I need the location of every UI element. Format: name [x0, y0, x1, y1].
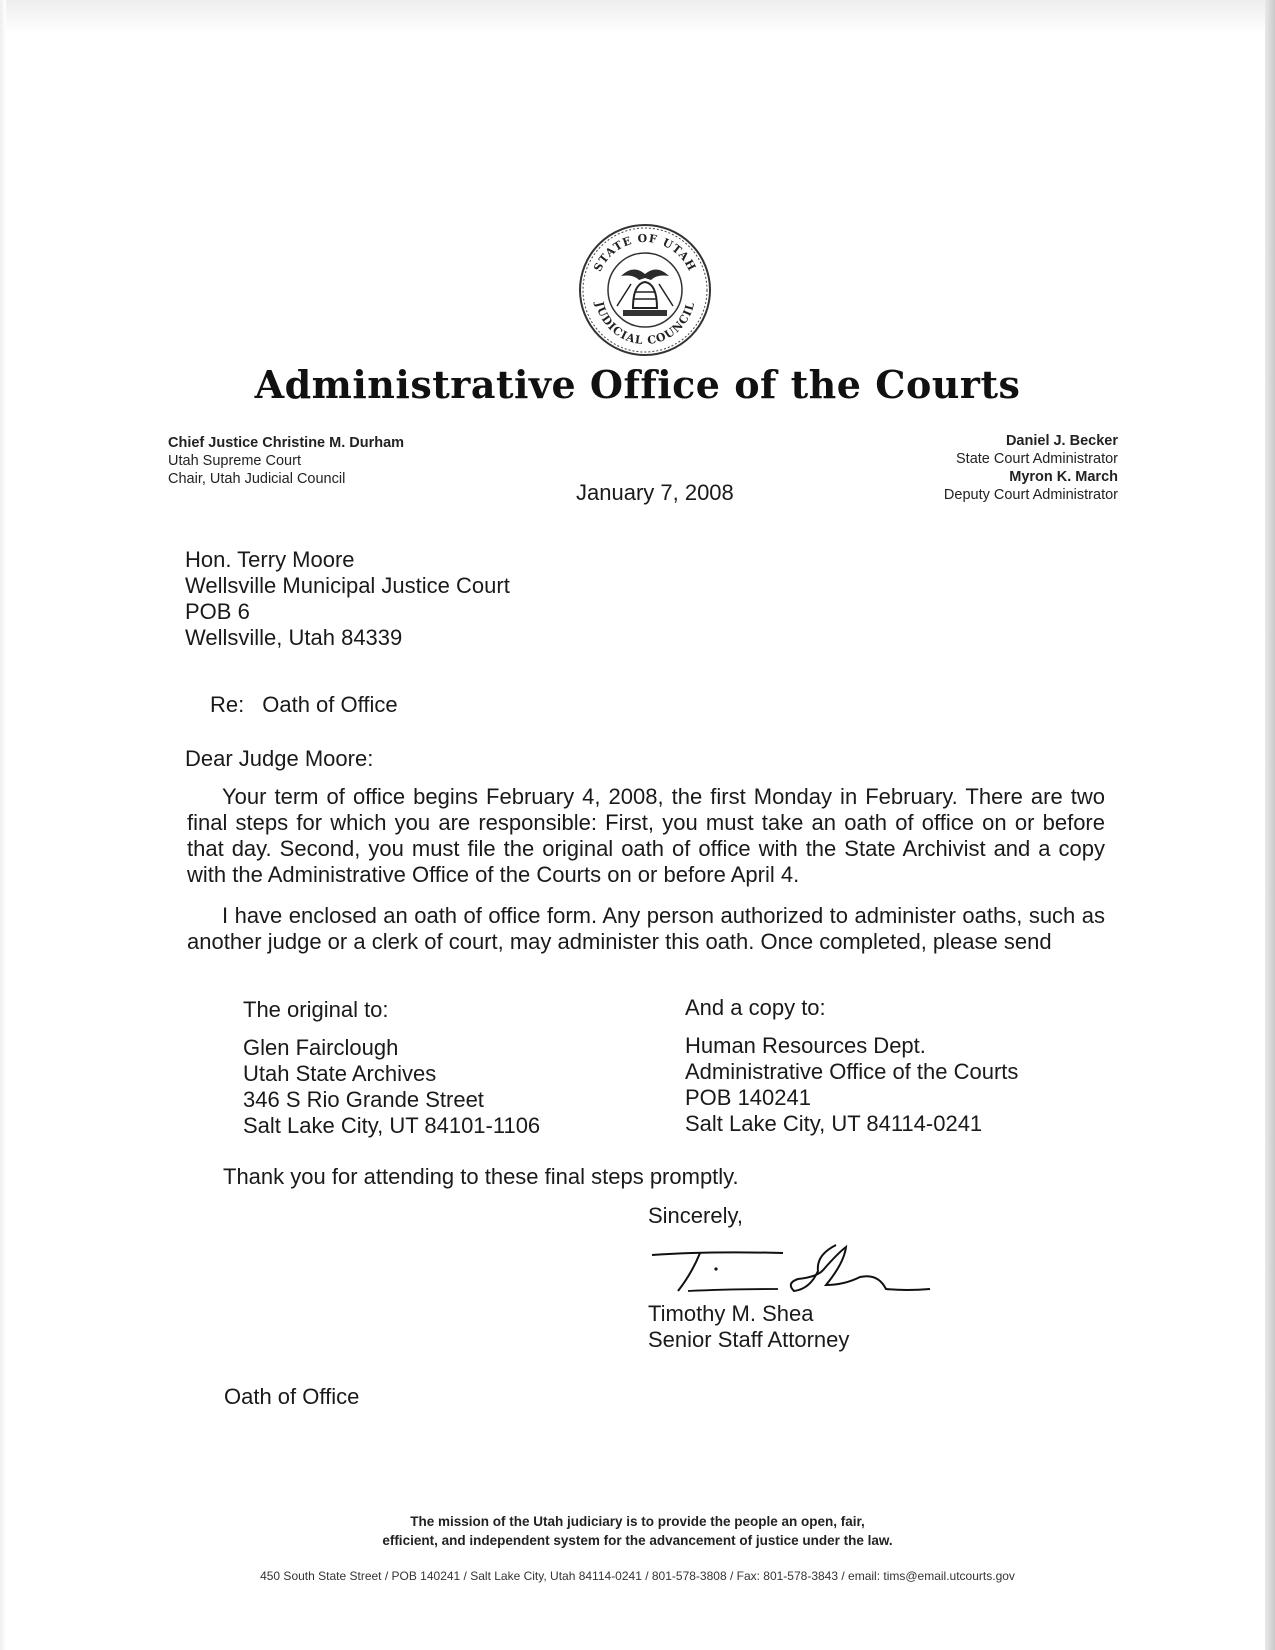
signer-title: Senior Staff Attorney [648, 1327, 850, 1352]
mission-line: The mission of the Utah judiciary is to provide the people an open, fair, [410, 1514, 865, 1529]
original-to-line: Utah State Archives [243, 1061, 437, 1086]
re-label: Re: [210, 692, 245, 717]
scan-edge-right [1265, 0, 1275, 1650]
scan-edge-top [0, 0, 1275, 34]
letterhead-left-block [168, 434, 404, 488]
paragraph-enclosed-form: I have enclosed an oath of office form. Any person authorized to administer oaths, such as another judge or a clerk of court, may administer this oath. Once completed, please send [187, 903, 1105, 954]
scan-edge-left [0, 0, 6, 1650]
deputy-administrator-title: Deputy Court Administrator [943, 487, 1118, 503]
chief-justice-role: Chair, Utah Judicial Council [168, 471, 346, 487]
mission-line: efficient, and independent system for the advancement of justice under the law. [382, 1533, 893, 1548]
signer-name: Timothy M. Shea [648, 1301, 814, 1326]
handwritten-signature-icon [648, 1233, 938, 1303]
office-title: Administrative Office of the Courts [254, 362, 1021, 407]
administrator-name: Daniel J. Becker [1005, 433, 1118, 449]
copy-to-line: POB 140241 [685, 1085, 811, 1110]
chief-justice-court: Utah Supreme Court [168, 453, 301, 469]
letter-date: January 7, 2008 [576, 480, 734, 505]
original-to-line: 346 S Rio Grande Street [243, 1087, 484, 1112]
original-to-heading: The original to: [243, 997, 389, 1022]
enclosure-note: Oath of Office [224, 1384, 360, 1409]
thank-you-line: Thank you for attending to these final steps promptly. [223, 1164, 739, 1189]
administrator-title: State Court Administrator [956, 451, 1118, 467]
copy-to-line: Human Resources Dept. [685, 1033, 926, 1058]
copy-to-line: Salt Lake City, UT 84114-0241 [685, 1111, 983, 1136]
copy-to-address [685, 995, 1105, 1137]
re-subject: Oath of Office [262, 692, 398, 717]
recipient-city: Wellsville, Utah 84339 [185, 625, 403, 650]
judicial-council-seal-icon [577, 222, 713, 358]
recipient-org: Wellsville Municipal Justice Court [185, 573, 510, 598]
recipient-name: Hon. Terry Moore [185, 547, 355, 572]
signer-block [648, 1301, 849, 1353]
original-to-address [243, 997, 663, 1139]
copy-to-line: Administrative Office of the Courts [685, 1059, 1019, 1084]
footer-contact-info: 450 South State Street / POB 140241 / Salt Lake City, Utah 84114-0241 / 801-578-3808 / Fax: 801-578-3843 / email: tims@email.utcourts.gov [260, 1569, 1015, 1583]
closing: Sincerely, [648, 1203, 743, 1228]
mission-statement [0, 1512, 1275, 1550]
seal-top-text: STATE OF UTAH [591, 231, 699, 274]
letterhead-right-block [944, 432, 1118, 504]
chief-justice-name: Chief Justice Christine M. Durham [168, 435, 405, 451]
original-to-line: Glen Fairclough [243, 1035, 399, 1060]
deputy-administrator-name: Myron K. March [1009, 469, 1118, 485]
original-to-line: Salt Lake City, UT 84101-1106 [243, 1113, 541, 1138]
recipient-address [185, 547, 510, 651]
paragraph-term-of-office: Your term of office begins February 4, 2008, the first Monday in February. There are two final steps for which you are responsible: First, you must take an oath of office on or before that day. Second, you must file the original oath of office with the State Archivist and a copy with the Administrative Office of the Courts on or before April 4. [187, 784, 1105, 887]
seal-bottom-text: JUDICIAL COUNCIL [592, 300, 698, 348]
copy-to-heading: And a copy to: [685, 995, 826, 1020]
recipient-pob: POB 6 [185, 599, 250, 624]
salutation: Dear Judge Moore: [185, 746, 374, 771]
subject-line [210, 692, 398, 718]
